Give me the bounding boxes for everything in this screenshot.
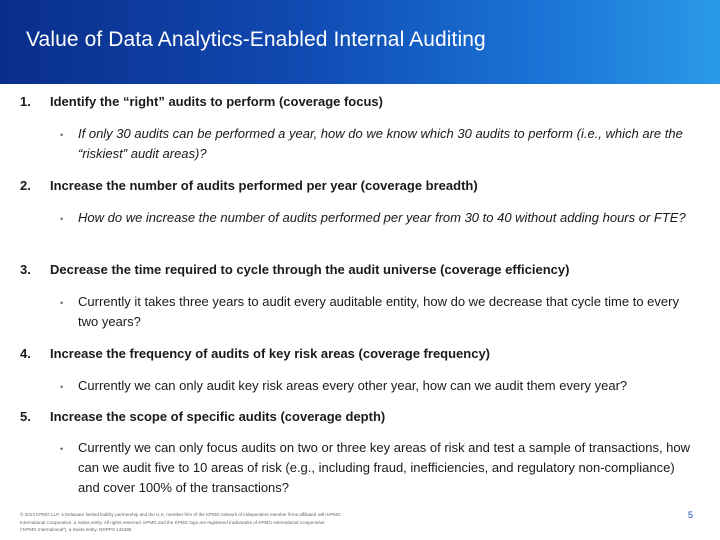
item-detail: Currently it takes three years to audit every auditable entity, how do we decrease that cycle time to every two years?: [78, 294, 679, 329]
item-number: 5.: [20, 409, 31, 424]
item-detail: If only 30 audits can be performed a year, how do we know which 30 audits to perform (i.e., which are the “riskiest” audit areas)?: [78, 126, 683, 161]
item-number: 2.: [20, 178, 31, 193]
item-detail: Currently we can only focus audits on two or three key areas of risk and test a sample of transactions, how can we audit five to 10 areas of risk (e.g., including fraud, inefficiencies, and regulatory non-compliance) and cover 100% of the transactions?: [78, 440, 691, 495]
bullet-icon: •: [60, 130, 64, 140]
bullet-icon: •: [60, 214, 64, 224]
slide-title: Value of Data Analytics-Enabled Internal Auditing: [26, 28, 486, 51]
bullet-icon: •: [60, 444, 64, 454]
item-heading: Decrease the time required to cycle through the audit universe (coverage efficiency): [50, 262, 570, 277]
item-heading: Increase the number of audits performed per year (coverage breadth): [50, 178, 478, 193]
item-number: 4.: [20, 346, 31, 361]
item-heading: Identify the “right” audits to perform (coverage focus): [50, 94, 383, 109]
bullet-icon: •: [60, 298, 64, 308]
item-heading: Increase the frequency of audits of key risk areas (coverage frequency): [50, 346, 491, 361]
item-number: 3.: [20, 262, 31, 277]
title-banner: [0, 0, 720, 84]
item-heading: Increase the scope of specific audits (coverage depth): [50, 409, 386, 424]
page-number: 5: [688, 510, 694, 520]
bullet-icon: •: [60, 382, 64, 392]
item-detail: How do we increase the number of audits performed per year from 30 to 40 without adding hours or FTE?: [78, 210, 686, 225]
item-number: 1.: [20, 94, 31, 109]
item-detail: Currently we can only audit key risk areas every other year, how can we audit them every year?: [78, 378, 628, 393]
legal-footer: © 2013 KPMG LLP, a Delaware limited liability partnership and the U.S. member firm of the KPMG network of independent member firms affiliated with KPMG International Cooperative, a Swiss entity. All rights reserved. KPMG and the KPMG logo are registered trademarks of KPMG International Cooperative (“KPMG International”), a Swiss entity. NDPPS 144485: [20, 512, 341, 533]
